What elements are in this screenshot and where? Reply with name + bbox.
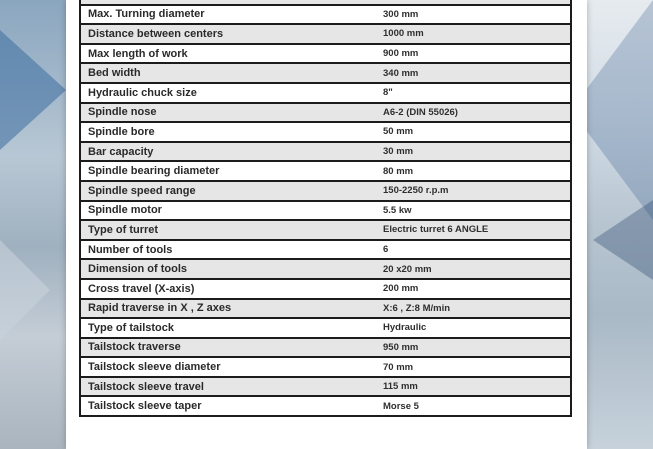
spec-label: Type of turret xyxy=(80,220,375,240)
spec-value: 6 xyxy=(375,240,571,260)
spec-value: 5.5 kw xyxy=(375,201,571,221)
table-row xyxy=(80,318,571,338)
spec-value: 150-2250 r.p.m xyxy=(375,181,571,201)
spec-value: 300 mm xyxy=(375,5,571,25)
spec-label: Spindle nose xyxy=(80,103,375,123)
spec-label: Type of tailstock xyxy=(80,318,375,338)
spec-value: 20 x20 mm xyxy=(375,259,571,279)
decor-triangle xyxy=(0,240,50,340)
spec-value: 80 mm xyxy=(375,161,571,181)
decor-triangle xyxy=(593,200,653,280)
table-row xyxy=(80,377,571,397)
table-row xyxy=(80,338,571,358)
spec-value: 1000 mm xyxy=(375,24,571,44)
spec-value: 900 mm xyxy=(375,44,571,64)
table-row xyxy=(80,63,571,83)
spec-value: 115 mm xyxy=(375,377,571,397)
spec-label: Tailstock traverse xyxy=(80,338,375,358)
table-row xyxy=(80,142,571,162)
table-row xyxy=(80,220,571,240)
table-row xyxy=(80,103,571,123)
decor-triangle xyxy=(0,30,66,150)
table-row xyxy=(80,44,571,64)
spec-value: X:6 , Z:8 M/min xyxy=(375,299,571,319)
spec-label: Bar capacity xyxy=(80,142,375,162)
spec-label: Hydraulic chuck size xyxy=(80,83,375,103)
table-row xyxy=(80,396,571,416)
spec-label: Distance between centers xyxy=(80,24,375,44)
spec-value: Hydraulic xyxy=(375,318,571,338)
table-row xyxy=(80,161,571,181)
table-row xyxy=(80,24,571,44)
table-row xyxy=(80,201,571,221)
table-row xyxy=(80,83,571,103)
table-row xyxy=(80,240,571,260)
spec-label: Spindle motor xyxy=(80,201,375,221)
spec-value: 200 mm xyxy=(375,279,571,299)
table-row xyxy=(80,122,571,142)
spec-value: 30 mm xyxy=(375,142,571,162)
spec-label: Max. Turning diameter xyxy=(80,5,375,25)
spec-label: Tailstock sleeve travel xyxy=(80,377,375,397)
spec-sheet-card xyxy=(66,0,587,449)
spec-label: Spindle bearing diameter xyxy=(80,161,375,181)
table-row xyxy=(80,299,571,319)
spec-value: 50 mm xyxy=(375,122,571,142)
spec-label: Cross travel (X-axis) xyxy=(80,279,375,299)
spec-value: Morse 5 xyxy=(375,396,571,416)
spec-label: Tailstock sleeve taper xyxy=(80,396,375,416)
spec-label: Number of tools xyxy=(80,240,375,260)
table-row xyxy=(80,5,571,25)
specifications-table xyxy=(79,0,572,417)
spec-value: 950 mm xyxy=(375,338,571,358)
table-row xyxy=(80,357,571,377)
spec-value: 70 mm xyxy=(375,357,571,377)
spec-label: Tailstock sleeve diameter xyxy=(80,357,375,377)
spec-value: 8" xyxy=(375,83,571,103)
table-row xyxy=(80,259,571,279)
spec-label: Dimension of tools xyxy=(80,259,375,279)
table-row xyxy=(80,181,571,201)
spec-label: Spindle bore xyxy=(80,122,375,142)
spec-value: Electric turret 6 ANGLE xyxy=(375,220,571,240)
table-row xyxy=(80,279,571,299)
spec-label: Spindle speed range xyxy=(80,181,375,201)
spec-value: 340 mm xyxy=(375,63,571,83)
specifications-table-body xyxy=(80,0,571,416)
spec-label: Rapid traverse in X , Z axes xyxy=(80,299,375,319)
spec-value: A6-2 (DIN 55026) xyxy=(375,103,571,123)
spec-label: Max length of work xyxy=(80,44,375,64)
spec-label: Bed width xyxy=(80,63,375,83)
